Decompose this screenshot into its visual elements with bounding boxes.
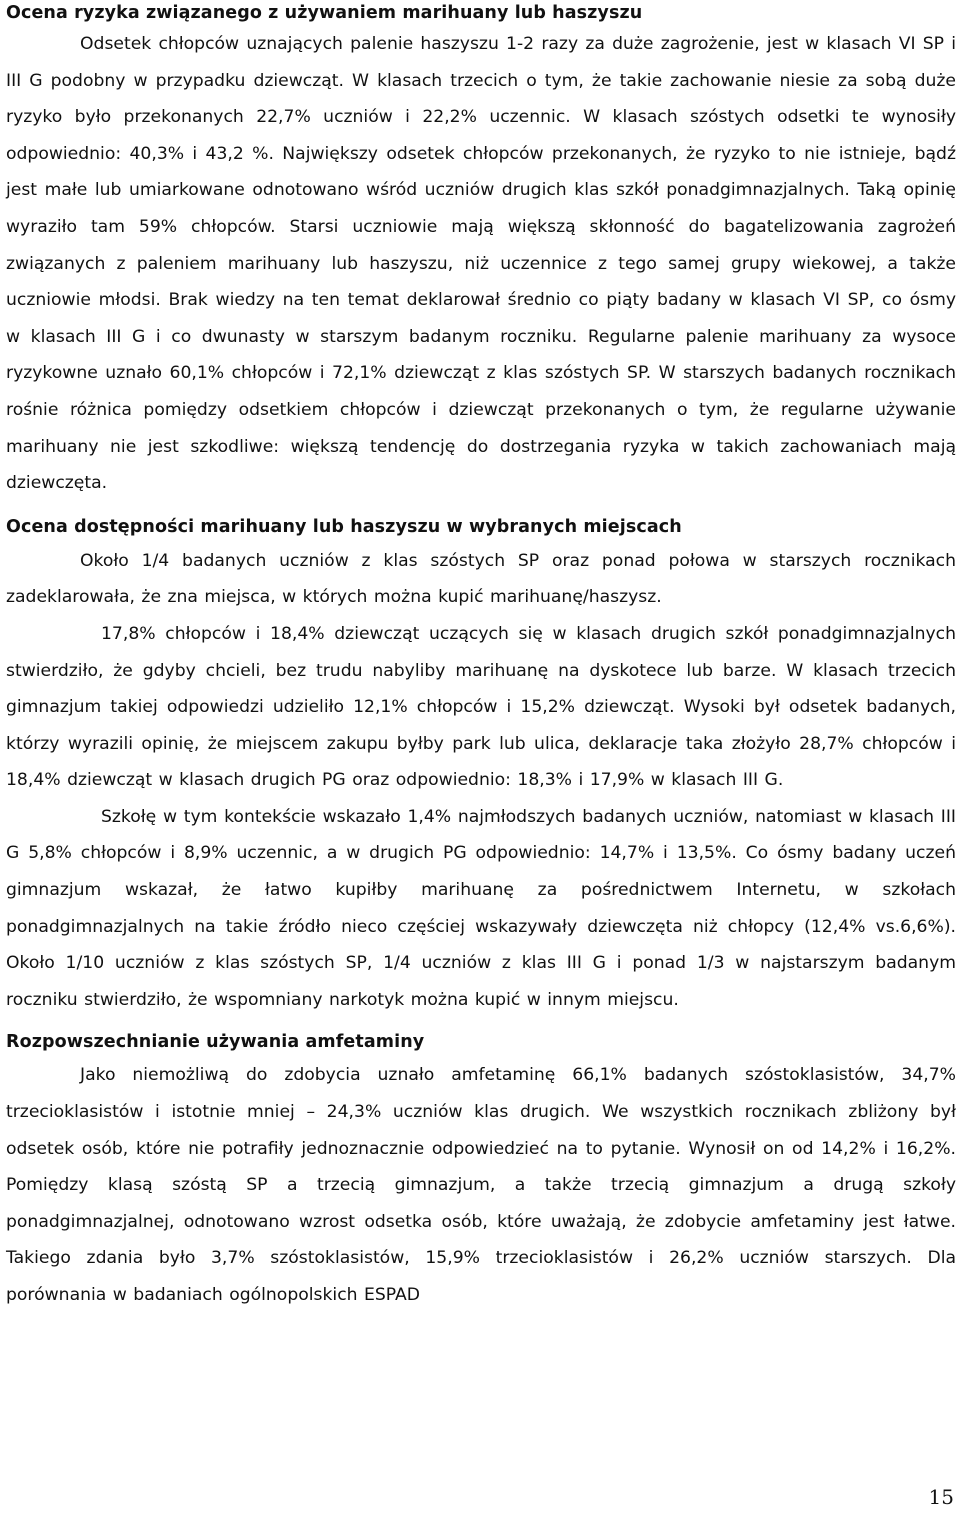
paragraph-cannabis-risk: Odsetek chłopców uznających palenie haszyszu 1-2 razy za duże zagrożenie, jest w klasach VI SP i III G podobny w przypadku dziewcząt. W klasach trzecich o tym, że takie zachowanie niesie za sobą duże ryzyko było przekonanych 22,7% uczniów i 22,2% uczennic. W klasach szóstych odsetki te wynosiły odpowiednio: 40,3% i 43,2 %. Największy odsetek chłopców przekonanych, że ryzyko to nie istnieje, bądź jest małe lub umiarkowane odnotowano wśród uczniów drugich klas szkół ponadgimnazjalnych. Taką opinię wyraziło tam 59% chłopców. Starsi uczniowie mają większą skłonność do bagatelizowania zagrożeń związanych z paleniem marihuany lub haszyszu, niż uczennice z tego samej grupy wiekowej, a także uczniowie młodsi. Brak wiedzy na ten temat deklarował średnio co piąty badany w klasach VI SP, co ósmy w klasach III G i co dwunasty w starszym badanym roczniku. Regularne palenie marihuany za wysoce ryzykowne uznało 60,1% chłopców i 72,1% dziewcząt z klas szóstych SP. W starszych badanych rocznikach rośnie różnica pomiędzy odsetkiem chłopców i dziewcząt przekonanych o tym, że regularne używanie marihuany nie jest szkodliwe: większą tendencję do dostrzegania ryzyka w takich zachowaniach mają dziewczęta. bbox=[6, 34, 956, 494]
paragraph-availability-disco-park: 17,8% chłopców i 18,4% dziewcząt uczących się w klasach drugich szkół ponadgimnazjalnych stwierdziło, że gdyby chcieli, bez trudu nabyliby marihuanę na dyskotece lub barze. W klasach trzecich gimnazjum takiej odpowiedzi udzieliło 12,1% chłopców i 15,2% dziewcząt. Wysoki był odsetek badanych, którzy wyrazili opinię, że miejscem zakupu byłby park lub ulica, deklaracje taka złożyło 28,7% chłopców i 18,4% dziewcząt w klasach drugich PG oraz odpowiednio: 18,3% i 17,9% w klasach III G. bbox=[6, 623, 956, 791]
paragraph-availability-overview: Około 1/4 badanych uczniów z klas szóstych SP oraz ponad połowa w starszych rocznikach zadeklarowała, że zna miejsca, w których można kupić marihuanę/haszysz. bbox=[6, 550, 956, 608]
section-heading-cannabis-availability: Ocena dostępności marihuany lub haszyszu w wybranych miejscach bbox=[6, 516, 682, 537]
paragraph-availability-school-internet: Szkołę w tym kontekście wskazało 1,4% najmłodszych badanych uczniów, natomiast w klasach III G 5,8% chłopców i 8,9% uczennic, a w drugich PG odpowiednio: 14,7% i 13,5%. Co ósmy badany uczeń gimnazjum wskazał, że łatwo kupiłby marihuanę za pośrednictwem Internetu, w szkołach ponadgimnazjalnych na takie źródło nieco częściej wskazywały dziewczęta niż chłopcy (12,4% vs.6,6%). Około 1/10 uczniów z klas szóstych SP, 1/4 uczniów z klas III G i ponad 1/3 w najstarszym badanym roczniku stwierdziło, że wspomniany narkotyk można kupić w innym miejscu. bbox=[6, 806, 956, 1010]
paragraph-amphetamine: Jako niemożliwą do zdobycia uznało amfetaminę 66,1% badanych szóstoklasistów, 34,7% trzecioklasistów i istotnie mniej – 24,3% uczniów klas drugich. We wszystkich rocznikach zbliżony był odsetek osób, które nie potrafiły jednoznacznie odpowiedzieć na to pytanie. Wynosił on od 14,2% i 16,2%. Pomiędzy klasą szóstą SP a trzecią gimnazjum, a także trzecią gimnazjum a drugą szkoły ponadgimnazjalnej, odnotowano wzrost odsetka osób, które uważają, że zdobycie amfetaminy jest łatwe. Takiego zdania było 3,7% szóstoklasistów, 15,9% trzecioklasistów i 26,2% uczniów starszych. Dla porównania w badaniach ogólnopolskich ESPAD bbox=[6, 1065, 956, 1305]
document-page bbox=[6, 0, 956, 1314]
section-heading-amphetamine: Rozpowszechnianie używania amfetaminy bbox=[6, 1032, 425, 1053]
section-heading-cannabis-risk: Ocena ryzyka związanego z używaniem marihuany lub haszyszu bbox=[6, 3, 643, 23]
page-number: 15 bbox=[928, 1485, 954, 1509]
